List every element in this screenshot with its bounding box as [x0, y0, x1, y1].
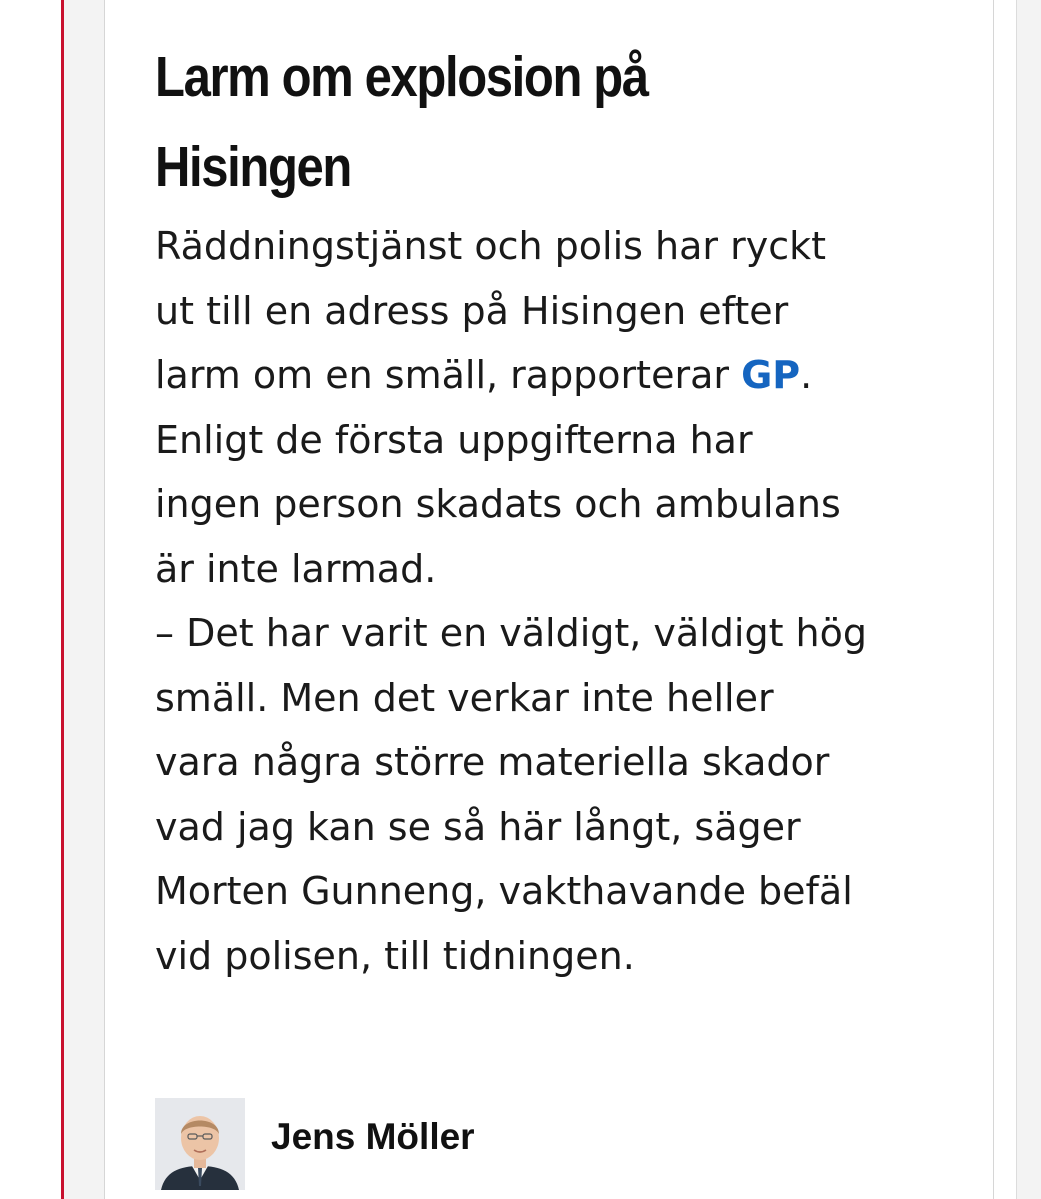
author-photo	[155, 1098, 245, 1190]
timeline-line	[61, 0, 64, 1199]
source-link-gp[interactable]: GP	[741, 353, 801, 397]
article-body	[155, 214, 975, 988]
right-rail	[994, 0, 1017, 1199]
body-text-main: . Enligt de första uppgifterna har ingen person skadats och ambulans är inte larmad. – Det har varit en väldigt, väldigt hög smäll. Men det verkar inte heller vara några större materiella skador vad jag kan se så här långt, säger Morten Gunneng, vakthavande befäl vid polisen, till tidningen.	[155, 353, 867, 978]
article-card	[104, 0, 994, 1199]
left-rail	[0, 0, 61, 1199]
article-headline: Larm om explosion på Hisingen	[155, 45, 648, 199]
author-name[interactable]: Jens Möller	[271, 1116, 475, 1157]
author-avatar[interactable]	[155, 1098, 245, 1190]
body-text-intro: Räddningstjänst och polis har ryckt ut till en adress på Hisingen efter larm om en smäll, rapporterar	[155, 224, 826, 397]
article-content	[155, 32, 975, 988]
author-byline[interactable]	[155, 1098, 475, 1190]
